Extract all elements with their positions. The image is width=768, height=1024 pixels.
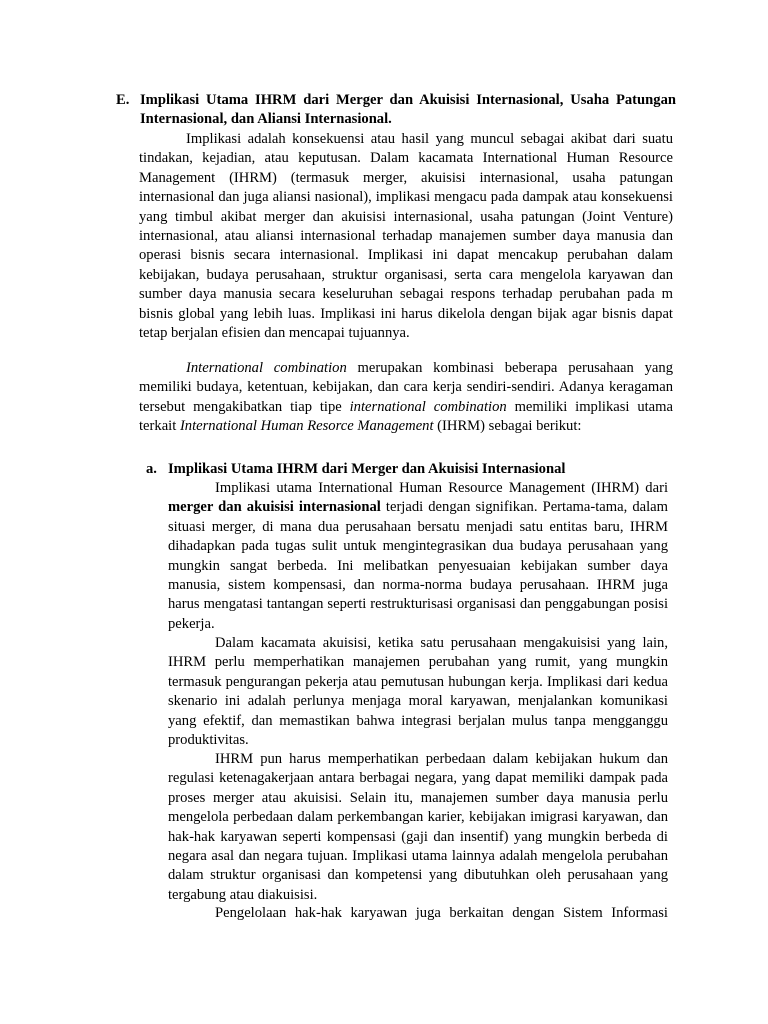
subsection-paragraph-2: Dalam kacamata akuisisi, ketika satu perusahaan mengakuisisi yang lain, IHRM perlu memperhatikan manajemen perubahan yang rumit, yang mungkin termasuk pengurangan pekerja atau pemutusan hubungan kerja. Implikasi dari kedua skenario ini adalah perlunya menjaga moral karyawan, menjalankan komunikasi yang efektif, dan memastikan bahwa integrasi berjalan mulus tanpa mengganggu produktivitas. <box>168 635 668 749</box>
combination-text-3: (IHRM) sebagai berikut: <box>433 418 582 435</box>
subsection-paragraph-4: Pengelolaan hak-hak karyawan juga berkaitan dengan Sistem Informasi <box>215 905 668 921</box>
p1-text-after: terjadi dengan signifikan. Pertama-tama, dalam situasi merger, di mana dua perusahaan bersatu menjadi satu entitas baru, IHRM dihadapkan pada tugas sulit untuk mengintegrasikan dua budaya perusahaan yang mungkin sangat berbeda. Ini melibatkan penyesuaian kebijakan sumber daya manusia, sistem kompensasi, dan norma-norma budaya perusahaan. IHRM juga harus mengatasi tantangan seperti restrukturisasi organisasi dan penggabungan posisi pekerja. <box>168 499 668 632</box>
term-international-combination: International combination <box>186 360 347 376</box>
p1-text-before: Implikasi utama International Human Resource Management (IHRM) dari <box>215 480 668 496</box>
combination-paragraph <box>139 359 673 437</box>
combination-text-1: merupakan kombinasi beberapa perusahaan yang memiliki budaya, ketentuan, kebijakan, dan cara kerja sendiri-sendiri. Adanya keragaman tersebut mengakibatkan tiap tipe <box>139 360 673 415</box>
p1-bold-term: merger dan akuisisi internasional <box>168 499 381 516</box>
subsection-marker: a. <box>146 461 157 477</box>
section-marker: E. <box>116 92 130 108</box>
section-heading <box>116 91 676 130</box>
subsection-title: Implikasi Utama IHRM dari Merger dan Akuisisi Internasional <box>168 461 566 477</box>
section-title: Implikasi Utama IHRM dari Merger dan Akuisisi Internasional, Usaha Patungan Internasional, dan Aliansi Internasional. <box>140 92 676 128</box>
term-international-combination-2: international combination <box>349 398 507 415</box>
combination-text-2: memiliki implikasi utama terkait <box>139 398 673 435</box>
intro-paragraph: Implikasi adalah konsekuensi atau hasil yang muncul sebagai akibat dari suatu tindakan, kejadian, atau keputusan. Dalam kacamata International Human Resource Management (IHRM) (termasuk merger, akuisisi internasional, usaha patungan internasional dan juga aliansi nasional), implikasi mengacu pada dampak atau konsekuensi yang timbul akibat merger dan akuisisi internasional, usaha patungan (Joint Venture) internasional, atau aliansi internasional terhadap manajemen sumber daya manusia dan operasi bisnis secara internasional. Implikasi ini dapat mencakup perubahan dalam kebijakan, budaya perusahaan, struktur organisasi, serta cara mengelola karyawan dan sumber daya manusia secara keseluruhan sebagai respons terhadap perubahan pada m bisnis global yang lebih luas. Implikasi ini harus dikelola dengan bijak agar bisnis dapat tetap berjalan efisien dan mencapai tujuannya. <box>139 131 673 342</box>
subsection-heading <box>146 460 676 479</box>
subsection-paragraph-3: IHRM pun harus memperhatikan perbedaan dalam kebijakan hukum dan regulasi ketenagakerjaan antara berbagai negara, yang dapat memiliki dampak pada proses merger atau akuisisi. Selain itu, manajemen sumber daya manusia perlu mengelola perbedaan dalam perkembangan karier, kebijakan imigrasi karyawan, dan hak-hak karyawan seperti kompensasi (gaji dan insentif) yang mungkin berbeda di negara asal dan negara tujuan. Implikasi utama lainnya adalah mengelola perubahan dalam struktur organisasi dan kompetensi yang dibutuhkan oleh perusahaan yang tergabung atau diakuisisi. <box>168 751 668 903</box>
subsection-paragraph-1 <box>168 479 668 634</box>
term-ihrm: International Human Resorce Management <box>179 418 434 435</box>
